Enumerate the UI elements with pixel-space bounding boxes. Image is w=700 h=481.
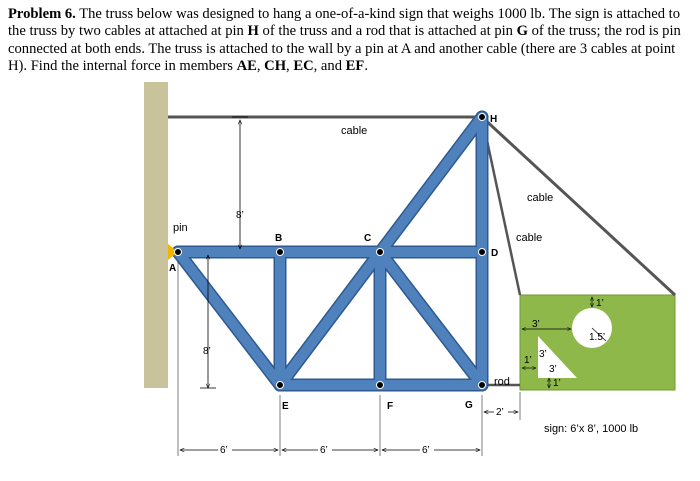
joint-d (479, 249, 486, 256)
node-label-d: D (491, 248, 499, 259)
dim-rod-gap: 2’ (496, 407, 504, 418)
joint-c (377, 249, 384, 256)
sep-1: , (256, 58, 265, 75)
dim-span3: 6’ (422, 445, 430, 456)
joint-e (277, 382, 284, 389)
member-ef-ref: EF (345, 58, 365, 75)
label-sign: sign: 6’x 8’, 1000 lb (544, 423, 639, 435)
member-ae (178, 252, 280, 385)
dim-sign-one-left: 1’ (524, 355, 532, 366)
dim-height-top: 8’ (236, 210, 244, 221)
dim-sign-three-a: 3’ (532, 319, 540, 330)
label-pin: pin (173, 222, 188, 234)
node-label-b: B (275, 233, 283, 244)
member-ch-ref: CH (264, 58, 287, 75)
member-cg (380, 252, 482, 385)
joint-b (277, 249, 284, 256)
node-label-h: H (490, 114, 498, 125)
node-label-a: A (169, 263, 177, 274)
pin-g-ref: G (516, 23, 528, 40)
sep-2: , (286, 58, 294, 75)
cable-to-sign-right (482, 117, 675, 295)
dim-span2: 6’ (320, 445, 328, 456)
problem-text-1: The truss below was designed to hang a one-of-a-kind sign that weighs 1000 lb. The sign is attached to the truss by two cables at attached at pin (8, 6, 681, 40)
joint-a (175, 249, 182, 256)
node-label-f: F (387, 401, 394, 412)
node-label-c: C (364, 233, 372, 244)
label-cable-top: cable (341, 125, 368, 137)
member-ae-ref: AE (236, 58, 257, 75)
dim-sign-one-bottom: 1’ (553, 378, 561, 389)
node-label-g: G (465, 400, 473, 411)
problem-end: . (364, 58, 368, 75)
wall (144, 82, 168, 388)
node-label-e: E (282, 401, 289, 412)
dim-sign-radius: 1.5’ (589, 332, 606, 343)
dim-sign-three-c: 3’ (549, 364, 557, 375)
dim-sign-three-b: 3’ (539, 349, 547, 360)
label-rod: rod (494, 376, 510, 388)
joint-h (479, 114, 486, 121)
sep-3: , and (313, 58, 346, 75)
truss-members (178, 117, 482, 385)
joint-f (377, 382, 384, 389)
joint-g (479, 382, 486, 389)
dim-height-left: 8’ (203, 346, 211, 357)
problem-text-2: of the truss and a rod that is attached at pin (258, 23, 517, 40)
member-ec-ref: EC (293, 58, 314, 75)
problem-text-3: of the truss; the rod is pin connected at both ends. The truss is attached to the wall by a pin at A and another cable (there are 3 cables at point H). Find the internal force in members (8, 23, 681, 75)
pin-h-ref: H (247, 23, 259, 40)
label-cable-right1: cable (527, 192, 554, 204)
problem-heading: Problem 6. (8, 6, 76, 22)
dim-span1: 6’ (220, 445, 228, 456)
label-cable-right2: cable (516, 232, 543, 244)
dim-sign-one-top: 1’ (596, 298, 604, 309)
